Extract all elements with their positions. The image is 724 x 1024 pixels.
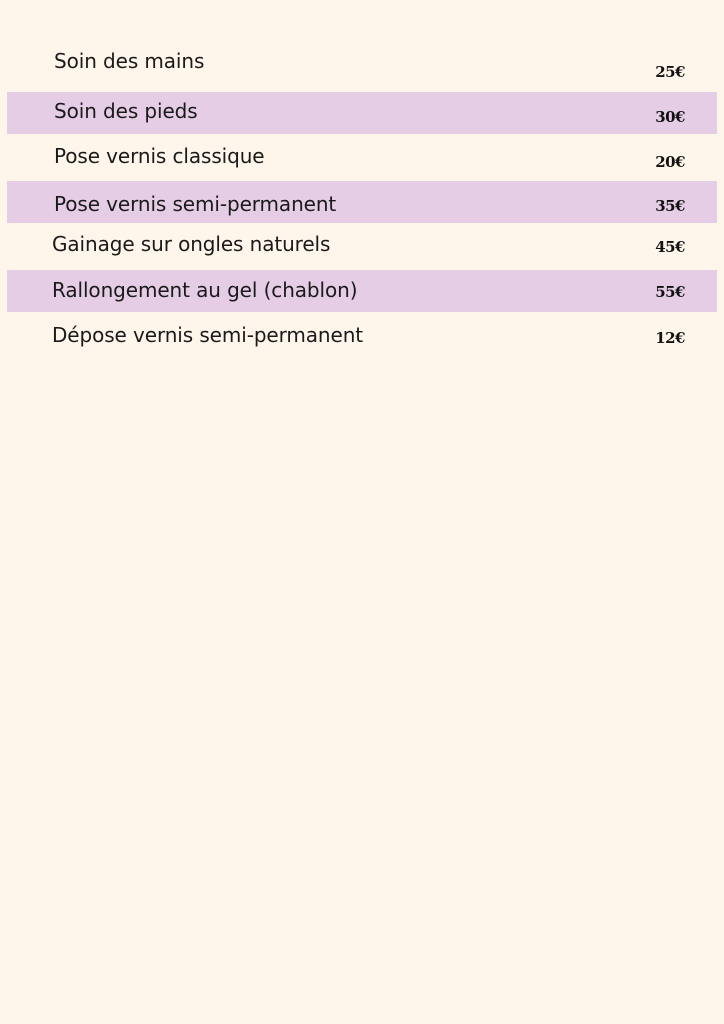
price-row-rallongement-gel bbox=[7, 270, 717, 312]
service-price: 30€ bbox=[655, 108, 685, 126]
service-price: 55€ bbox=[655, 283, 685, 301]
price-row-soin-pieds bbox=[7, 92, 717, 134]
price-row-gainage bbox=[7, 225, 717, 267]
service-name: Dépose vernis semi-permanent bbox=[52, 323, 364, 347]
service-name: Pose vernis classique bbox=[54, 144, 265, 168]
service-price: 35€ bbox=[655, 197, 685, 215]
service-price: 45€ bbox=[655, 238, 685, 256]
service-price: 12€ bbox=[655, 329, 685, 347]
service-price: 25€ bbox=[655, 63, 685, 81]
price-row-soin-mains bbox=[7, 45, 717, 87]
price-row-vernis-semi-permanent bbox=[7, 181, 717, 223]
price-row-vernis-classique bbox=[7, 136, 717, 178]
service-name: Soin des pieds bbox=[54, 99, 198, 123]
service-name: Gainage sur ongles naturels bbox=[52, 232, 331, 256]
service-name: Pose vernis semi-permanent bbox=[54, 192, 337, 216]
price-row-depose-vernis bbox=[7, 314, 717, 356]
service-name: Soin des mains bbox=[54, 49, 205, 73]
service-name: Rallongement au gel (chablon) bbox=[52, 278, 358, 302]
service-price: 20€ bbox=[655, 153, 685, 171]
